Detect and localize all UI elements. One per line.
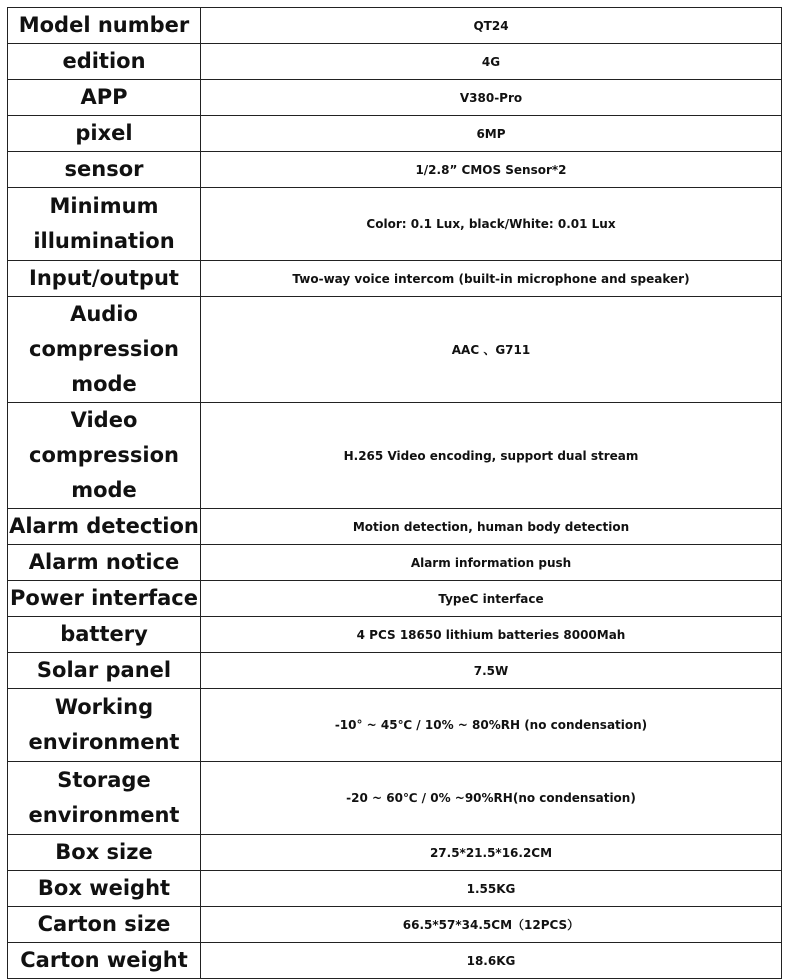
row-value: H.265 Video encoding, support dual stream: [201, 403, 782, 509]
table-row: [8, 152, 782, 188]
row-value: AAC 、G711: [201, 297, 782, 403]
row-label: pixel: [8, 116, 201, 152]
row-value: 1/2.8” CMOS Sensor*2: [201, 152, 782, 188]
table-row: [8, 871, 782, 907]
table-row: [8, 44, 782, 80]
row-label: Power interface: [8, 581, 201, 617]
row-value: TypeC interface: [201, 581, 782, 617]
row-label: Box size: [8, 835, 201, 871]
row-label: Alarm notice: [8, 545, 201, 581]
row-value: 18.6KG: [201, 943, 782, 979]
spec-table: [7, 7, 782, 979]
table-row: [8, 545, 782, 581]
row-label: Storage environment: [8, 762, 201, 835]
table-row: [8, 581, 782, 617]
table-row: [8, 403, 782, 509]
row-value: Two-way voice intercom (built-in microphone and speaker): [201, 261, 782, 297]
row-value: 66.5*57*34.5CM（12PCS）: [201, 907, 782, 943]
row-value: 6MP: [201, 116, 782, 152]
row-value: -20 ~ 60℃ / 0% ~90%RH(no condensation): [201, 762, 782, 835]
row-value: Alarm information push: [201, 545, 782, 581]
row-value: V380-Pro: [201, 80, 782, 116]
table-row: [8, 762, 782, 835]
row-label: APP: [8, 80, 201, 116]
table-row: [8, 297, 782, 403]
row-label: Video compression mode: [8, 403, 201, 509]
row-label: Minimum illumination: [8, 188, 201, 261]
row-value: Motion detection, human body detection: [201, 509, 782, 545]
row-label: edition: [8, 44, 201, 80]
row-label: Carton size: [8, 907, 201, 943]
table-row: [8, 116, 782, 152]
row-value: QT24: [201, 8, 782, 44]
row-value: 4 PCS 18650 lithium batteries 8000Mah: [201, 617, 782, 653]
table-row: [8, 689, 782, 762]
row-label: sensor: [8, 152, 201, 188]
row-label: Carton weight: [8, 943, 201, 979]
row-value: Color: 0.1 Lux, black/White: 0.01 Lux: [201, 188, 782, 261]
row-label: Audio compression mode: [8, 297, 201, 403]
row-label: Alarm detection: [8, 509, 201, 545]
row-label: Working environment: [8, 689, 201, 762]
table-row: [8, 617, 782, 653]
table-row: [8, 261, 782, 297]
row-value: 1.55KG: [201, 871, 782, 907]
row-value: 7.5W: [201, 653, 782, 689]
row-label: Box weight: [8, 871, 201, 907]
table-row: [8, 835, 782, 871]
row-value: -10° ~ 45℃ / 10% ~ 80%RH (no condensation): [201, 689, 782, 762]
table-row: [8, 80, 782, 116]
table-row: [8, 509, 782, 545]
row-label: Solar panel: [8, 653, 201, 689]
table-row: [8, 188, 782, 261]
table-row: [8, 943, 782, 979]
row-label: Model number: [8, 8, 201, 44]
row-value: 27.5*21.5*16.2CM: [201, 835, 782, 871]
row-label: battery: [8, 617, 201, 653]
row-value: 4G: [201, 44, 782, 80]
row-label: Input/output: [8, 261, 201, 297]
table-row: [8, 653, 782, 689]
table-row: [8, 8, 782, 44]
